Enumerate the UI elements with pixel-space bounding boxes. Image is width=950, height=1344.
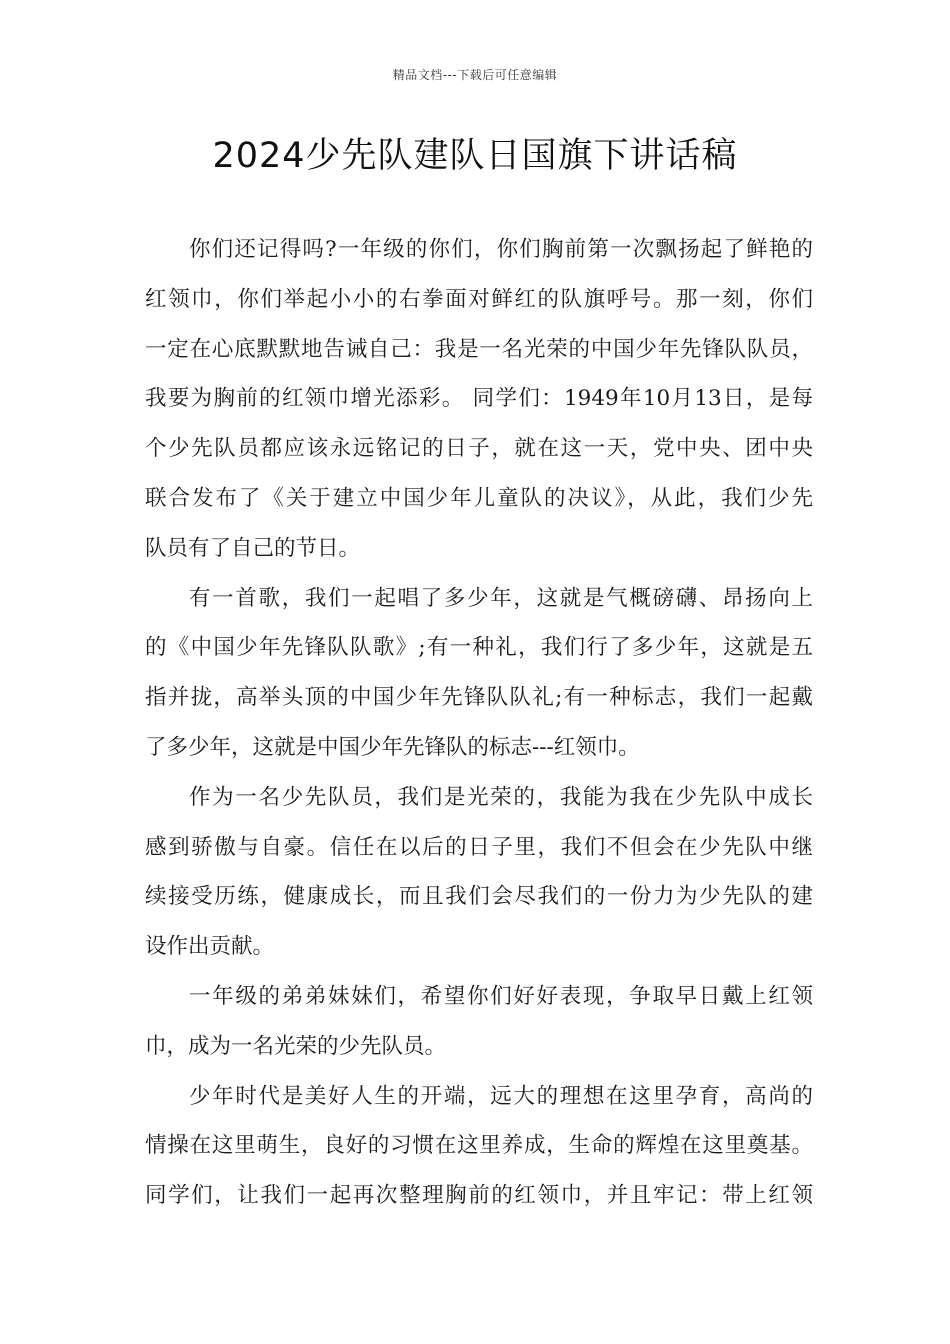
text-line: 同学们，让我们一起再次整理胸前的红领巾，并且牢记：带上红领	[145, 1183, 813, 1209]
document-body	[145, 230, 813, 1226]
text-line: 指并拢，高举头顶的中国少年先锋队队礼;有一种标志，我们一起戴	[145, 685, 813, 711]
text-line: 了多少年，这就是中国少年先锋队的标志---红领巾。	[145, 734, 640, 760]
page-title: 2024少先队建队日国旗下讲话稿	[212, 136, 738, 176]
text-line: 红领巾，你们举起小小的右拳面对鲜红的队旗呼号。那一刻，你们	[145, 286, 813, 312]
text-line: 作为一名少先队员，我们是光荣的，我能为我在少先队中成长	[189, 784, 813, 810]
text-line: 感到骄傲与自豪。信任在以后的日子里，我们不但会在少先队中继	[145, 834, 813, 860]
text-line: 有一首歌，我们一起唱了多少年，这就是气概磅礴、昂扬向上	[189, 585, 813, 611]
text-line: 巾，成为一名光荣的少先队员。	[145, 1033, 447, 1059]
text-line: 联合发布了《关于建立中国少年儿童队的决议》，从此，我们少先	[145, 485, 813, 511]
text-line: 个少先队员都应该永远铭记的日子，就在这一天，党中央、团中央	[145, 436, 813, 462]
text-line: 一年级的弟弟妹妹们，希望你们好好表现，争取早日戴上红领	[189, 983, 813, 1009]
header-note: 精品文档---下载后可任意编辑	[392, 68, 558, 82]
text-line: 情操在这里萌生，良好的习惯在这里养成，生命的辉煌在这里奠基。	[145, 1133, 813, 1159]
text-line: 少年时代是美好人生的开端，远大的理想在这里孕育，高尚的	[189, 1083, 813, 1109]
text-line: 我要为胸前的红领巾增光添彩。 同学们：1949年10月13日，是每	[145, 386, 813, 412]
text-line: 队员有了自己的节日。	[145, 535, 361, 561]
text-line: 一定在心底默默地告诫自己：我是一名光荣的中国少年先锋队队员，	[145, 336, 813, 362]
text-line: 你们还记得吗?一年级的你们，你们胸前第一次飘扬起了鲜艳的	[189, 237, 813, 262]
text-line: 设作出贡献。	[145, 934, 275, 960]
text-line: 的《中国少年先锋队队歌》;有一种礼，我们行了多少年，这就是五	[145, 635, 813, 661]
text-line: 续接受历练，健康成长，而且我们会尽我们的一份力为少先队的建	[145, 884, 813, 910]
